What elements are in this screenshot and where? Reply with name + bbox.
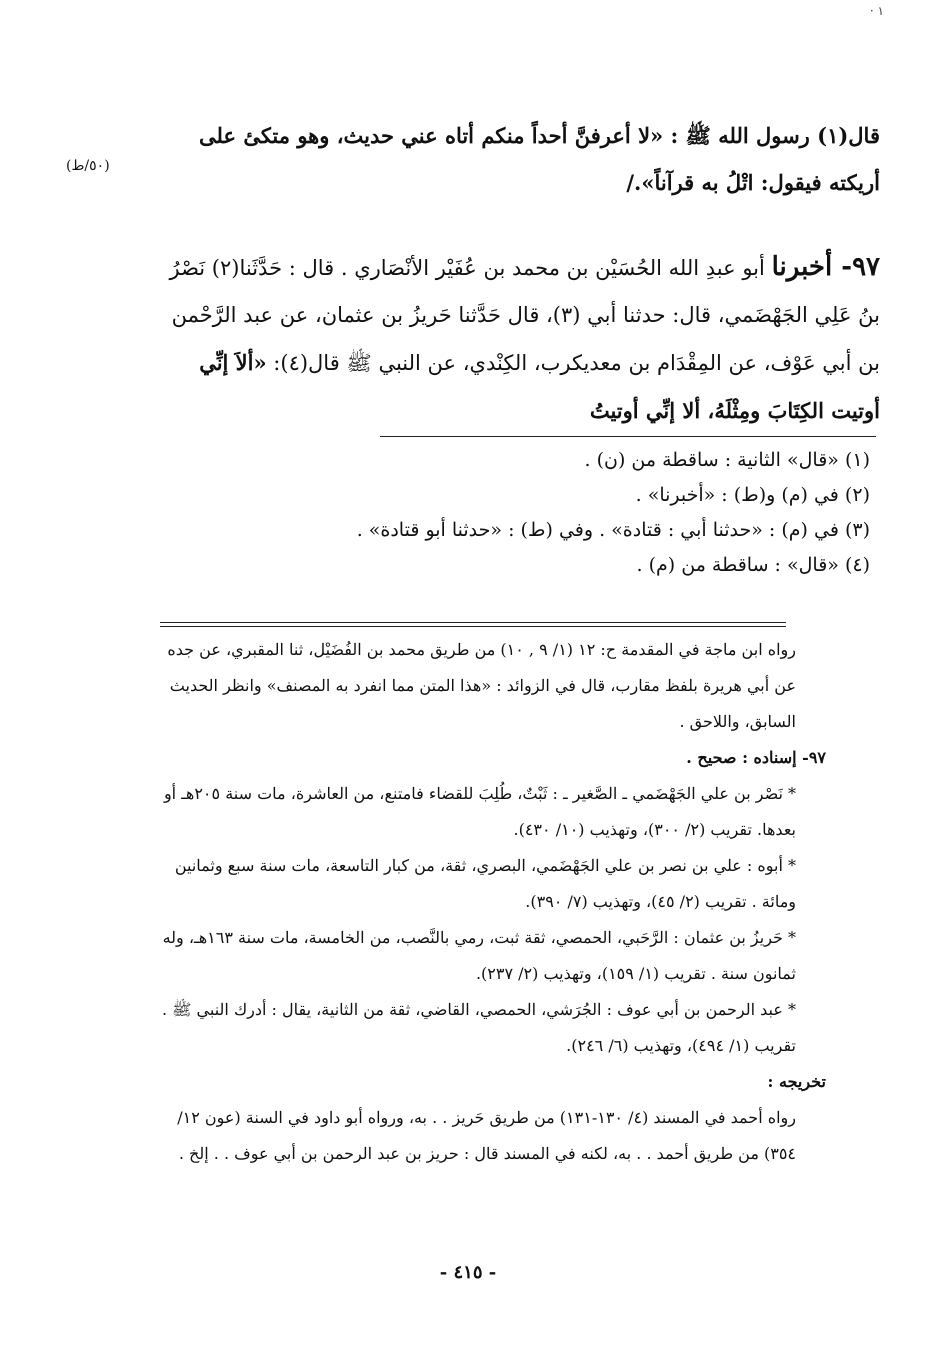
narrator-note-4: * عبد الرحمن بن أبي عوف : الجُرَشي، الحمصي، القاضي، ثقة من الثانية، يقال : أدرك النبي ﷺ . تقريب (١/ ٤٩٤)، وتهذيب (٦/ ٢٤٦). (161, 1000, 796, 1055)
footnotes (150, 443, 878, 583)
footnote-3: (٣) في (م) : «حدثنا أبي : قتادة» . وفي (ط) : «حدثنا أبو قتادة» . (356, 519, 870, 541)
footnote-1: (١) «قال» الثانية : ساقطة من (ن) . (584, 449, 870, 471)
commentary-divider-bottom (160, 626, 786, 627)
narrator-note-3: * حَريزُ بن عثمان : الرَّحَبي، الحمصي، ثقة ثبت، رمي بالنَّصب، من الخامسة، مات سنة ١٦٣هـ، وله ثمانون سنة . تقريب (١/ ١٥٩)، وتهذيب (٢/ ٢٣٧). (162, 928, 796, 983)
footnote-divider (380, 436, 876, 437)
main-paragraph-2 (150, 244, 880, 435)
isnad-heading: ٩٧- إسناده : صحيح . (686, 748, 826, 767)
commentary (150, 632, 826, 1172)
takhrij-text: رواه أحمد في المسند (٤/ ١٣٠-١٣١) من طريق حَريز . . به، ورواه أبو داود في السنة (عون ١٢/ ٣٥٤) من طريق أحمد . . به، لكنه في المسند قال : حريز بن عبد الرحمن بن أبي عوف . . إلخ . (177, 1108, 796, 1163)
hadith-chain: أبو عبدِ الله الحُسَيْن بن محمد بن عُفَيْر الأنْصَاري . قال : حَدَّثَنا(٢) نَصْرُ بنُ عَلِي الجَهْضَمي، قال: حدثنا أبي (٣)، قال حَدَّثنا حَريزُ بن عثمان، عن عبد الرَّحْمن بن أبي عَوْف، عن المِقْدَام بن معديكرب، الكِنْدي، عن النبي ﷺ قال(٤): (169, 256, 880, 375)
corner-mark: · ۱ (869, 4, 884, 18)
main-paragraph-1: قال(١) رسول الله ﷺ : «لا أعرفنَّ أحداً منكم أتاه عني حديث، وهو متكئ على أريكته فيقول: اتْلُ به قرآناً»./ (199, 123, 880, 195)
narrator-note-1: * نَصْر بن علي الجَهْضَمي ـ الصَّغير ـ : ثَبْتٌ، طُلِبَ للقضاء فامتنع، من العاشرة، مات سنة ٢٠٥هـ أو بعدها. تقريب (٢/ ٣٠٠)، وتهذيب (١٠/ ٤٣٠). (163, 784, 796, 839)
page-number: - ٤١٥ - (439, 1262, 497, 1283)
footnote-4: (٤) «قال» : ساقطة من (م) . (636, 554, 870, 576)
takhrij-heading: تخريجه : (767, 1072, 826, 1091)
margin-note: (٥٠/ط) (66, 158, 110, 174)
narrator-note-2: * أبوه : علي بن نصر بن علي الجَهْضَمي، البصري، ثقة، من كبار التاسعة، مات سنة سبع وثمانين ومائة . تقريب (٢/ ٤٥)، وتهذيب (٧/ ٣٩٠). (174, 856, 796, 911)
hadith-text: «ألاَ إنِّي أوتيت الكِتَابَ ومِثْلَهُ، ألا إنِّي أوتيتُ (199, 350, 880, 423)
commentary-divider-top (160, 622, 786, 623)
commentary-previous: رواه ابن ماجة في المقدمة ح: ١٢ (١/ ٩ , ١٠) من طريق محمد بن الفُضَيْل، ثنا المقبري، عن جده عن أبي هريرة بلفظ مقارب، قال في الزوائد : «هذا المتن مما انفرد به المصنف» وانظر الحديث السابق، واللاحق . (167, 640, 796, 731)
footnote-2: (٢) في (م) و(ط) : «أخبرنا» . (635, 484, 870, 506)
main-text (150, 112, 880, 435)
hadith-number: ٩٧- أخبرنا (771, 252, 880, 282)
